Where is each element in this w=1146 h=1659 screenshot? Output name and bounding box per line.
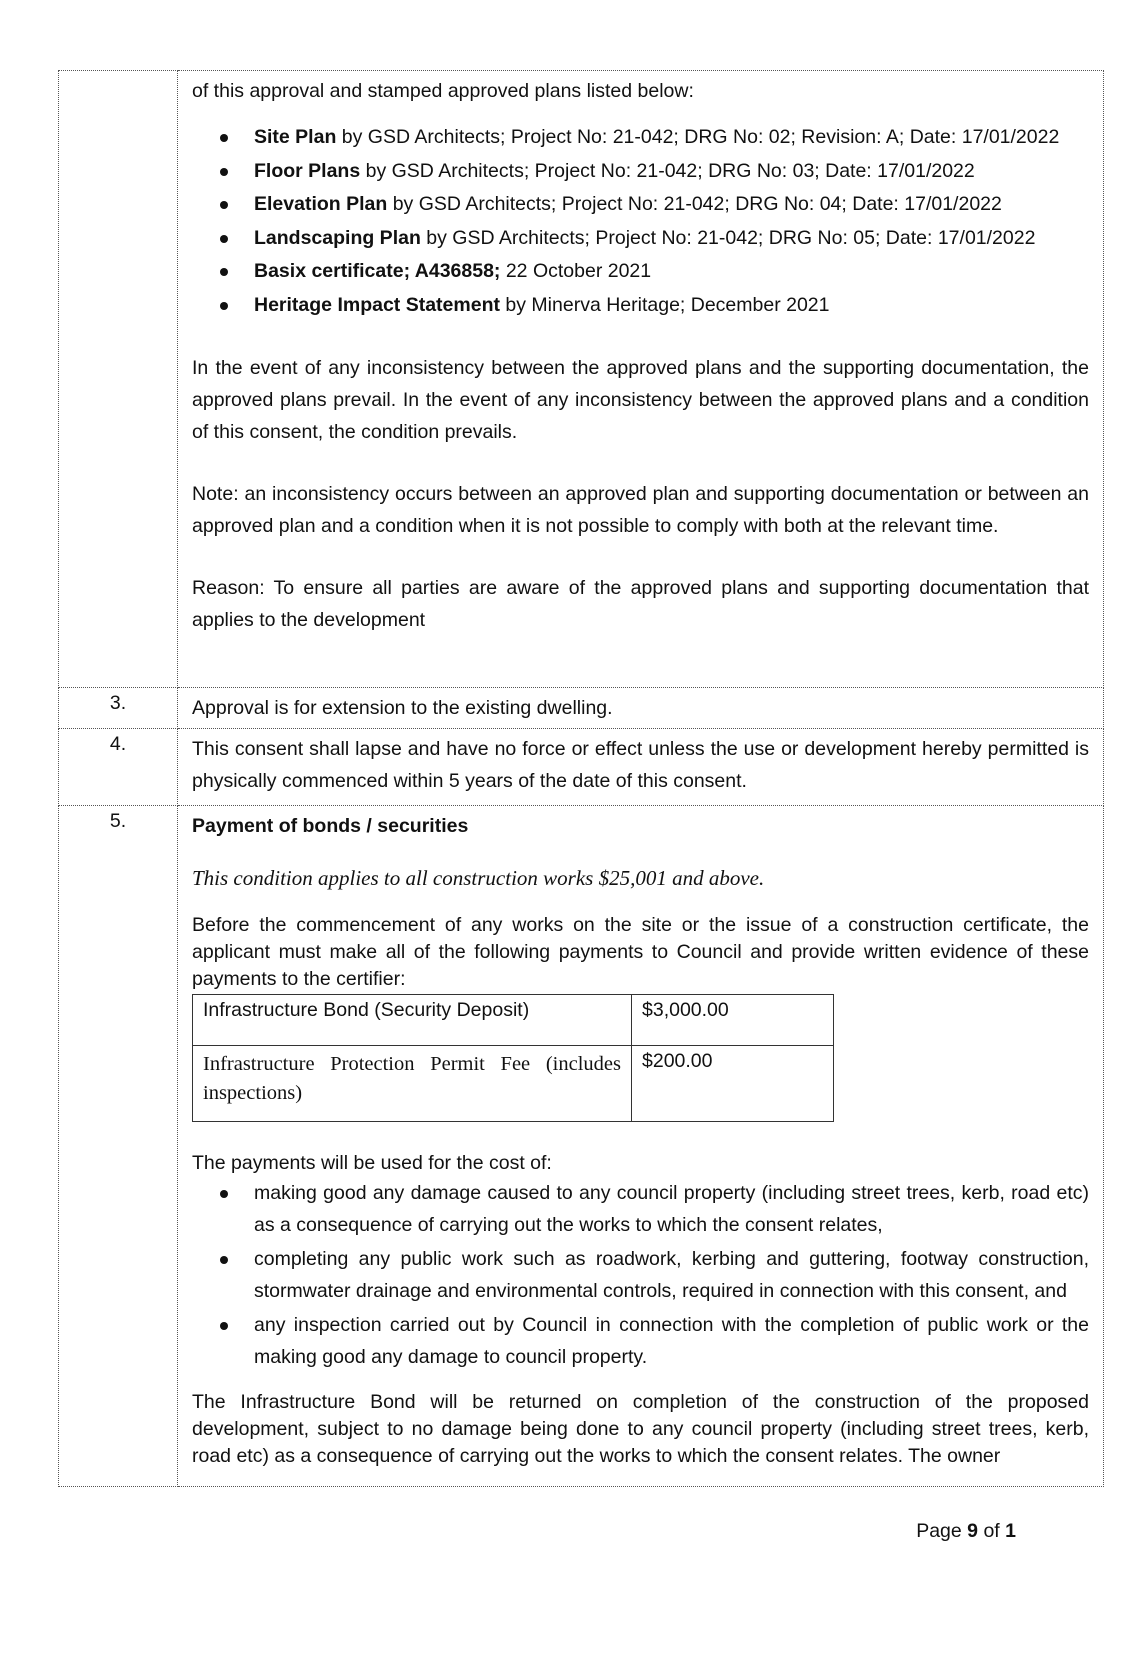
applies-note: This condition applies to all construction works $25,001 and above. [192, 866, 765, 890]
condition-number: 4. [59, 729, 178, 806]
inconsistency-paragraph: In the event of any inconsistency between the approved plans and the supporting documentation, the approved plans prevail. In the event of any inconsistency between the approved plans and a condition of this consent, the condition prevails. [192, 357, 1089, 443]
table-row [193, 995, 834, 1046]
uses-intro: The payments will be used for the cost of: [192, 1152, 552, 1174]
condition-text: This consent shall lapse and have no force or effect unless the use or development hereby permitted is physically commenced within 5 years of the date of this consent. [178, 729, 1104, 806]
list-item: completing any public work such as roadwork, kerbing and guttering, footway construction, stormwater drainage and environmental controls, required in connection with this consent, and [254, 1243, 1089, 1307]
conditions-table [58, 70, 1104, 1487]
list-item: Basix certificate; A436858; 22 October 2021 [254, 255, 1089, 289]
before-paragraph: Before the commencement of any works on the site or the issue of a construction certificate, the applicant must make all of the following payments to Council and provide written evidence of these payments to the certifier: [192, 914, 1089, 990]
list-item: Floor Plans by GSD Architects; Project No: 21-042; DRG No: 03; Date: 17/01/2022 [254, 155, 1089, 189]
condition-row [59, 688, 1104, 729]
fee-label: Infrastructure Bond (Security Deposit) [193, 995, 632, 1046]
note-paragraph: Note: an inconsistency occurs between an approved plan and supporting documentation or between an approved plan and a condition when it is not possible to comply with both at the relevant time. [192, 483, 1089, 537]
list-item: Landscaping Plan by GSD Architects; Project No: 21-042; DRG No: 05; Date: 17/01/2022 [254, 222, 1089, 256]
fee-label: Infrastructure Protection Permit Fee (includes inspections) [193, 1046, 632, 1122]
condition-heading: Payment of bonds / securities [192, 815, 469, 837]
fees-table [192, 994, 834, 1122]
list-item: Site Plan by GSD Architects; Project No: 21-042; DRG No: 02; Revision: A; Date: 17/01/2022 [254, 121, 1089, 155]
condition-number: 5. [59, 806, 178, 1487]
fee-amount: $200.00 [632, 1046, 834, 1122]
plans-intro: of this approval and stamped approved plans listed below: [192, 80, 694, 102]
condition-text-cell [178, 806, 1104, 1487]
condition-row-continued [59, 71, 1104, 688]
page-number: Page 9 of 1 [916, 1520, 1016, 1542]
fee-amount: $3,000.00 [632, 995, 834, 1046]
list-item: making good any damage caused to any council property (including street trees, kerb, road etc) as a consequence of carrying out the works to which the consent relates, [254, 1177, 1089, 1241]
condition-text: Approval is for extension to the existing dwelling. [178, 688, 1104, 729]
list-item: Elevation Plan by GSD Architects; Project No: 21-042; DRG No: 04; Date: 17/01/2022 [254, 188, 1089, 222]
bond-return-paragraph: The Infrastructure Bond will be returned on completion of the construction of the proposed development, subject to no damage being done to any council property (including street trees, kerb, road etc) as a consequence of carrying out the works to which the consent relates. The owner [192, 1391, 1089, 1467]
condition-text-cell [178, 71, 1104, 688]
table-row [193, 1046, 834, 1122]
condition-number-cell [59, 71, 178, 688]
list-item: Heritage Impact Statement by Minerva Heritage; December 2021 [254, 289, 1089, 323]
approved-plans-list [192, 121, 1089, 322]
condition-row [59, 729, 1104, 806]
reason-paragraph: Reason: To ensure all parties are aware of the approved plans and supporting documentation that applies to the development [192, 577, 1089, 631]
uses-list [192, 1177, 1089, 1373]
condition-row [59, 806, 1104, 1487]
condition-number: 3. [59, 688, 178, 729]
list-item: any inspection carried out by Council in connection with the completion of public work or the making good any damage to council property. [254, 1309, 1089, 1373]
